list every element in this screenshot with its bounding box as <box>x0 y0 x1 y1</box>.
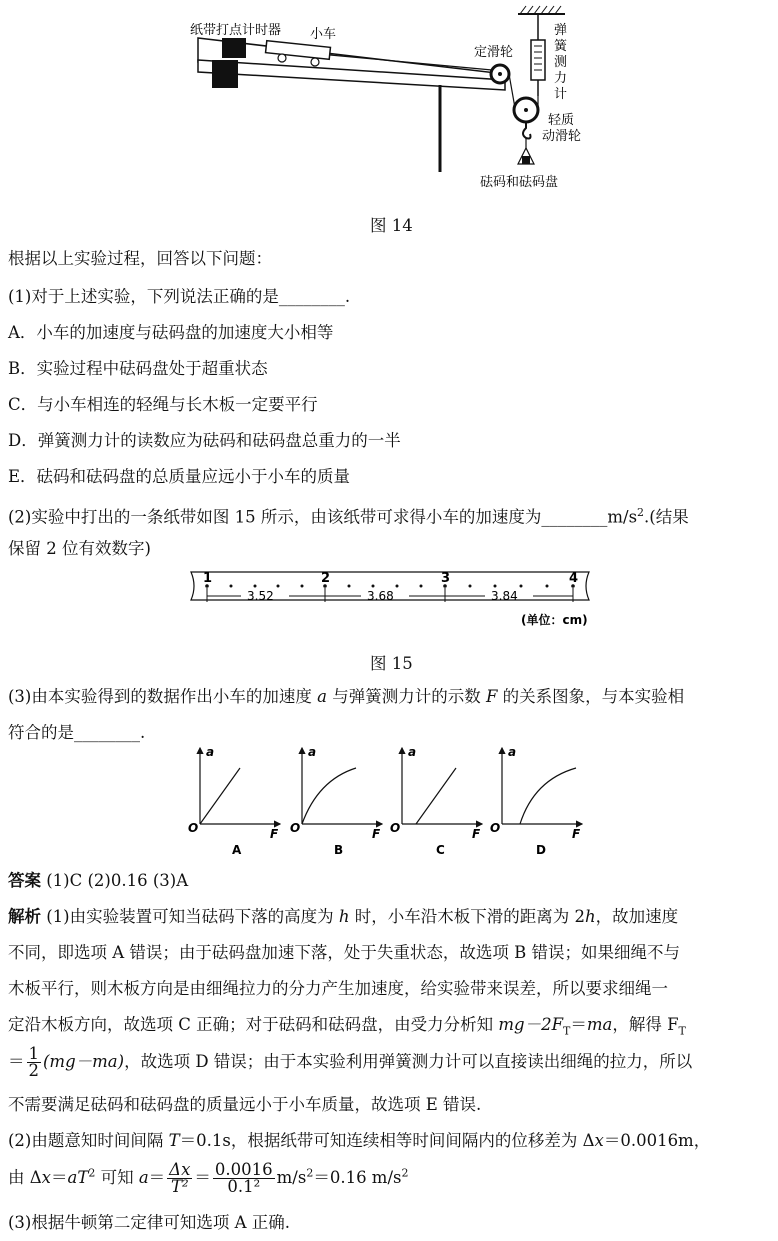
analysis-l4-a: 定沿木板方向，故选项 C 正确；对于砝码和砝码盘，由受力分析知 <box>8 1015 499 1034</box>
q2-stem <box>8 502 689 529</box>
figure-15-caption: 图 15 <box>370 654 413 673</box>
graph-b-label: B <box>334 843 344 857</box>
tape-distance-3: 3.84 <box>491 589 518 603</box>
q1-stem: (1)对于上述实验，下列说法正确的是________. <box>8 287 351 306</box>
analysis-l4-ma: ma <box>586 1015 613 1034</box>
tape-point-4: 4 <box>569 571 579 586</box>
fraction-den: 2 <box>28 1061 39 1080</box>
analysis-line-3: 木板平行，则木板方向是由细绳拉力的分力产生加速度，给实验带来误差，所以要求细绳一 <box>8 979 668 998</box>
graph-d <box>490 745 582 857</box>
fraction-0016: 0.0016 <box>214 1160 273 1179</box>
fraction-numeric <box>213 1162 275 1195</box>
analysis-l8-at: aT <box>67 1168 89 1187</box>
analysis-l1-a: (1)由实验装置可知当砝码下落的高度为 <box>41 907 339 926</box>
tape-diagram <box>185 566 605 636</box>
analysis-l7-b: ＝0.1s，根据纸带可知连续相等时间间隔内的位移差为 Δ <box>179 1131 595 1150</box>
fraction-t2: T² <box>170 1177 189 1196</box>
graph-c-ylabel: a <box>408 745 417 759</box>
analysis-l8-b: ＝ <box>50 1168 68 1187</box>
q2-stem-exp: 2 <box>637 506 645 519</box>
q3-var-a: a <box>317 687 327 706</box>
q1-option-e: E．砝码和砝码盘的总质量应远小于小车的质量 <box>8 467 351 486</box>
analysis-l8-exp: 2 <box>88 1166 96 1180</box>
analysis-l1-c: ，故加速度 <box>595 907 679 926</box>
intro-text: 根据以上实验过程，回答以下问题： <box>8 249 272 268</box>
analysis-label: 解析 <box>8 907 41 926</box>
fraction-one-half <box>27 1046 42 1079</box>
q3-line1-c: 的关系图象，与本实验相 <box>497 687 685 706</box>
analysis-l7-x: x <box>594 1131 604 1150</box>
q2-stem-line2: 保留 2 位有效数字) <box>8 539 151 558</box>
analysis-l4-b: ＝ <box>570 1015 587 1034</box>
analysis-line-9: (3)根据牛顿第二定律可知选项 A 正确. <box>8 1213 291 1232</box>
tape-point-2: 2 <box>321 571 331 586</box>
q3-var-f: F <box>485 687 498 706</box>
analysis-line-7 <box>8 1130 710 1152</box>
apparatus-diagram <box>170 0 610 200</box>
analysis-l4-t: T <box>563 1024 571 1038</box>
graph-d-label: D <box>536 843 546 857</box>
analysis-l1-b: 时，小车沿木板下滑的距离为 2 <box>349 907 586 926</box>
analysis-l8-a: 由 Δ <box>8 1168 42 1187</box>
q2-stem-a: (2)实验中打出的一条纸带如图 15 所示，由该纸带可求得小车的加速度为________m/s <box>8 507 638 527</box>
graph-a-ylabel: a <box>206 745 215 759</box>
label-tape-timer: 纸带打点计时器 <box>190 23 282 38</box>
analysis-l8-exp2: 2 <box>306 1166 314 1180</box>
q2-stem-b: .(结果 <box>644 507 689 527</box>
graph-options <box>180 742 600 860</box>
answer-label: 答案 <box>8 871 41 890</box>
analysis-l7-c: ＝0.0016m， <box>603 1131 711 1150</box>
analysis-l4-t2: T <box>678 1024 686 1038</box>
analysis-l8-exp3: 2 <box>401 1166 409 1180</box>
graph-a <box>188 745 280 857</box>
tape-distance-2: 3.68 <box>367 589 394 603</box>
analysis-line-6: 不需要满足砝码和砝码盘的质量远小于小车质量，故选项 E 错误. <box>8 1095 482 1114</box>
analysis-l8-a2: a <box>138 1168 149 1187</box>
graph-d-origin: O <box>490 821 501 835</box>
q3-line1 <box>8 686 684 708</box>
label-movable-pulley-1: 轻质 <box>548 113 575 128</box>
analysis-l5-a: ＝ <box>8 1052 25 1071</box>
graph-a-origin: O <box>188 821 199 835</box>
label-cart: 小车 <box>310 27 337 42</box>
tape-point-3: 3 <box>441 571 451 586</box>
analysis-l4-eq: mg－2F <box>498 1015 564 1034</box>
graph-a-label: A <box>232 843 242 857</box>
analysis-l8-f: m/s <box>276 1168 307 1187</box>
graph-c-origin: O <box>390 821 401 835</box>
fraction-dx: Δx <box>169 1160 191 1179</box>
graph-c-label: C <box>436 843 445 857</box>
analysis-l8-x: x <box>41 1168 51 1187</box>
label-spring-1: 弹 <box>554 23 568 38</box>
answer-line <box>8 870 188 892</box>
q1-option-a: A．小车的加速度与砝码盘的加速度大小相等 <box>8 323 334 342</box>
tape-distance-1: 3.52 <box>247 589 274 603</box>
analysis-l7-a: (2)由题意知时间间隔 <box>8 1131 169 1150</box>
graph-a-xlabel: F <box>270 827 279 841</box>
analysis-l1-h2: h <box>585 907 596 926</box>
label-spring-2: 簧 <box>554 39 568 54</box>
fraction-dx-t2 <box>167 1162 192 1195</box>
graph-c <box>390 745 482 857</box>
figure-14-apparatus <box>170 0 610 200</box>
analysis-l7-t: T <box>168 1131 180 1150</box>
q3-line2: 符合的是________. <box>8 723 146 742</box>
analysis-l8-g: ＝0.16 m/s <box>313 1168 402 1187</box>
label-weights: 砝码和砝码盘 <box>480 175 559 190</box>
label-movable-pulley-2: 动滑轮 <box>542 129 582 144</box>
q1-option-b: B．实验过程中砝码盘处于超重状态 <box>8 359 268 378</box>
analysis-line-2: 不同，即选项 A 错误；由于砝码盘加速下落，处于失重状态，故选项 B 错误；如果细绳不与 <box>8 943 681 962</box>
graph-d-xlabel: F <box>572 827 581 841</box>
label-fixed-pulley: 定滑轮 <box>474 45 514 60</box>
graph-b-origin: O <box>290 821 301 835</box>
analysis-line-5 <box>8 1046 692 1079</box>
q1-option-d: D．弹簧测力计的读数应为砝码和砝码盘总重力的一半 <box>8 431 401 450</box>
analysis-l5-c: ，故选项 D 错误；由于本实验利用弹簧测力计可以直接读出细绳的拉力，所以 <box>124 1052 693 1071</box>
q3-line1-a: (3)由本实验得到的数据作出小车的加速度 <box>8 687 318 706</box>
label-spring-3: 测 <box>554 55 568 70</box>
analysis-l8-d: ＝ <box>148 1168 166 1187</box>
q1-option-c: C．与小车相连的轻绳与长木板一定要平行 <box>8 395 318 414</box>
analysis-l4-c: ，解得 F <box>612 1015 679 1034</box>
q3-line1-b: 与弹簧测力计的示数 <box>326 687 486 706</box>
figure-15-tape <box>185 566 605 636</box>
graph-options-svg <box>180 742 600 860</box>
graph-c-xlabel: F <box>472 827 481 841</box>
graph-d-ylabel: a <box>508 745 517 759</box>
fraction-01sq: 0.1² <box>227 1177 261 1196</box>
label-spring-5: 计 <box>554 87 568 102</box>
graph-b-xlabel: F <box>372 827 381 841</box>
label-spring-4: 力 <box>554 71 568 86</box>
figure-14-caption: 图 14 <box>370 216 413 235</box>
analysis-l1-h: h <box>338 907 350 926</box>
analysis-line-4 <box>8 1014 686 1042</box>
analysis-l5-b: (mg－ma) <box>43 1052 125 1071</box>
tape-unit: (单位：cm) <box>521 613 588 627</box>
graph-b <box>290 745 382 857</box>
analysis-l8-e: ＝ <box>194 1168 211 1187</box>
tape-point-1: 1 <box>203 571 213 586</box>
analysis-line-8 <box>8 1162 408 1195</box>
analysis-line-1 <box>8 906 678 928</box>
answer-text: (1)C (2)0.16 (3)A <box>41 871 189 890</box>
analysis-l8-c: 可知 <box>95 1168 139 1187</box>
fraction-num: 1 <box>28 1044 39 1063</box>
graph-b-ylabel: a <box>308 745 317 759</box>
